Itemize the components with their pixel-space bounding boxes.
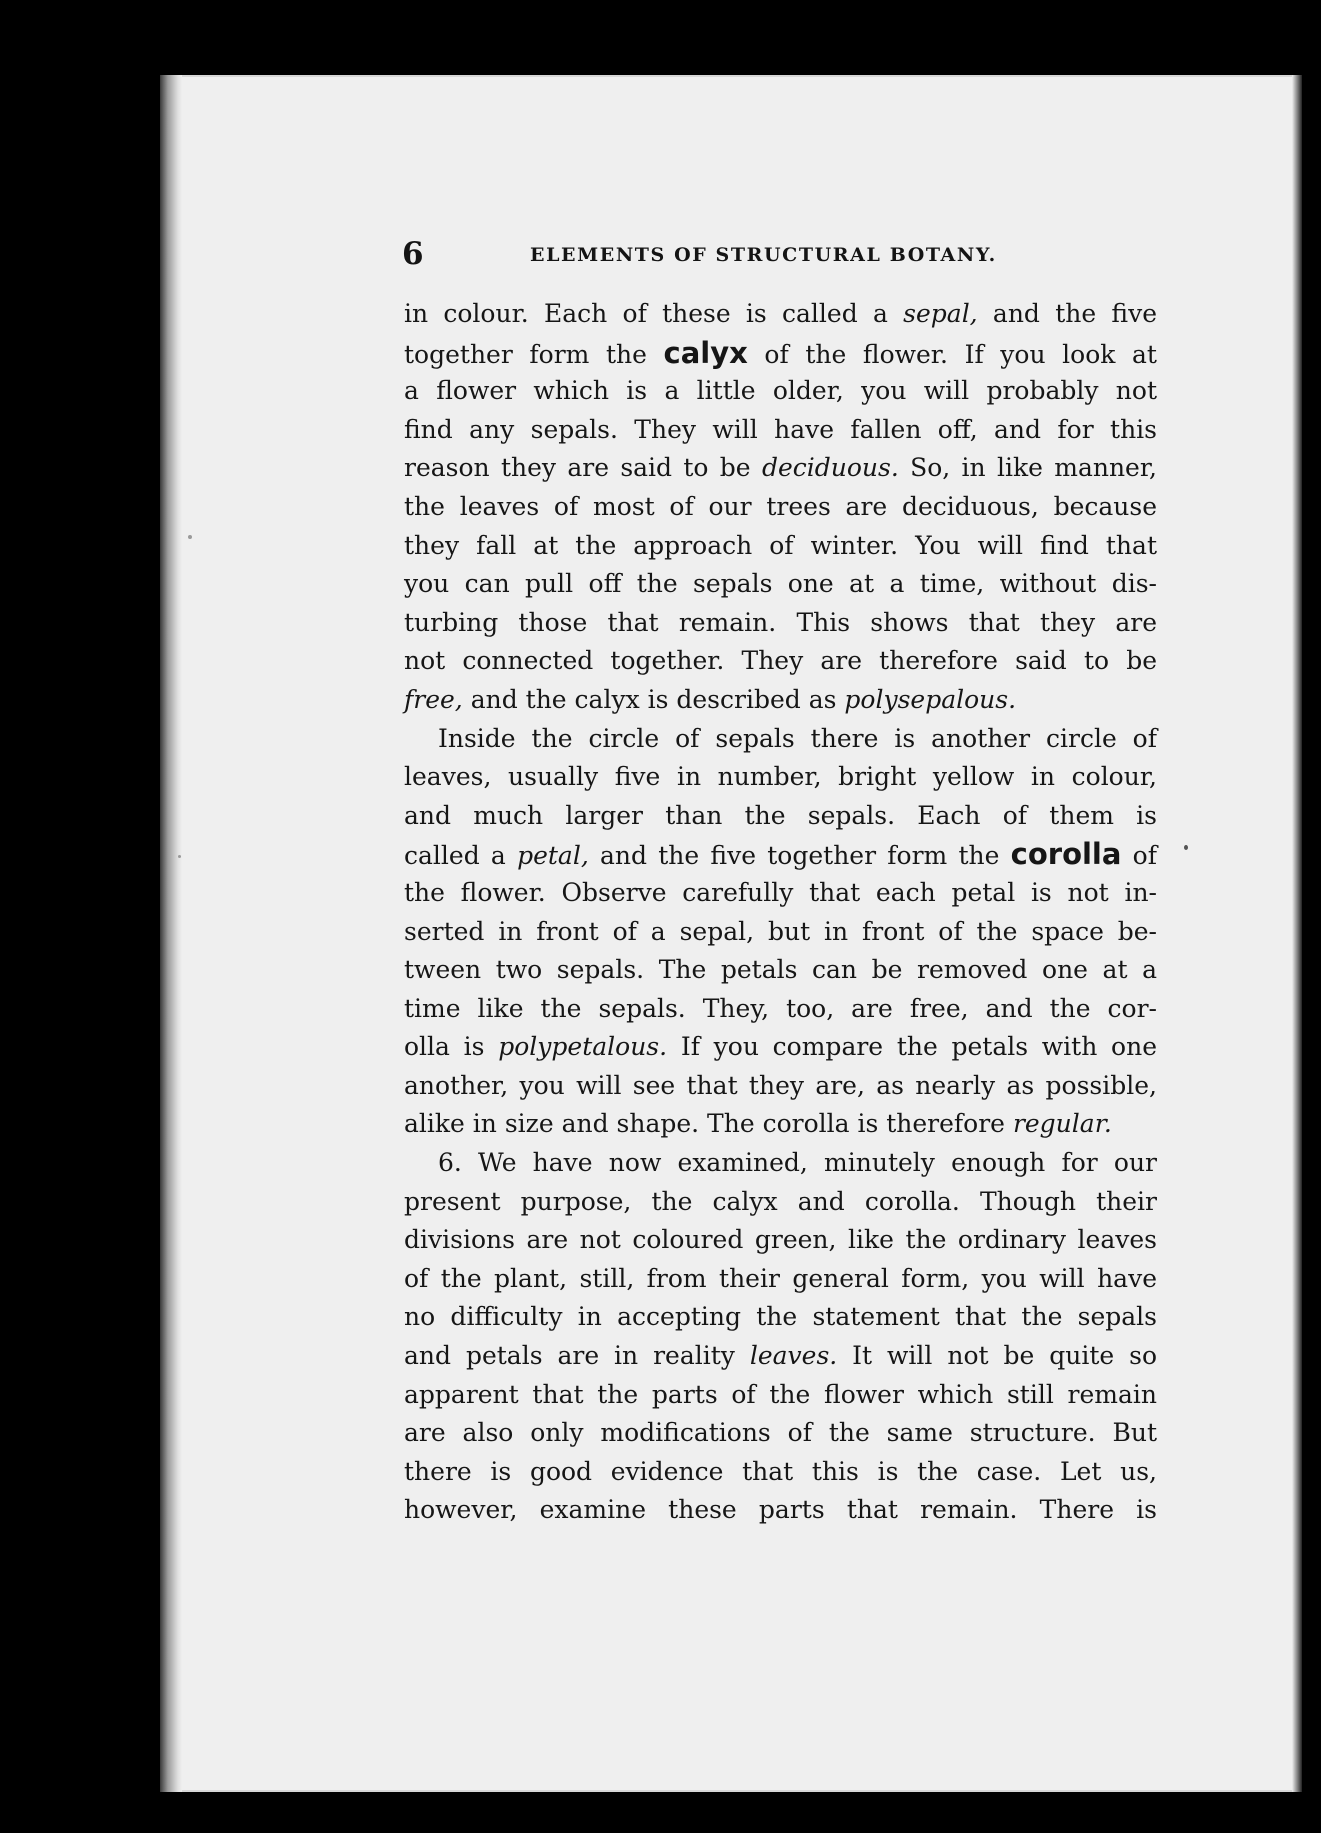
text-run: 6. We have now examined, minutely enough for our — [438, 1148, 1157, 1178]
text-run: and petals are in reality — [404, 1341, 750, 1371]
text-run: and the five — [977, 299, 1157, 328]
text-line — [404, 1260, 1157, 1299]
text-run: serted in front of a sepal, but in front of the space be- — [404, 916, 1157, 946]
text-line — [404, 720, 1157, 759]
text-run: however, examine these parts that remain. There is — [404, 1495, 1157, 1525]
italic-term: sepal, — [903, 299, 978, 328]
text-line — [404, 797, 1157, 836]
text-run: in colour. Each of these is called a — [404, 299, 904, 328]
text-line — [404, 1337, 1157, 1376]
text-line — [404, 1491, 1157, 1530]
text-run: of the plant, still, from their general form, you will have — [404, 1263, 1157, 1293]
text-line — [404, 758, 1157, 797]
paper-speck — [178, 855, 181, 858]
text-line — [404, 527, 1157, 566]
text-run: not connected together. They are therefore said to be — [404, 646, 1157, 676]
text-line — [404, 1105, 1157, 1144]
italic-term: polypetalous. — [498, 1032, 668, 1062]
text-run: and much larger than the sepals. Each of them is — [404, 800, 1157, 830]
text-run: there is good evidence that this is the case. Let us, — [404, 1456, 1157, 1486]
text-line — [404, 874, 1157, 913]
text-line — [404, 295, 1157, 334]
text-run: So, in like manner, — [898, 453, 1157, 483]
text-line — [404, 951, 1157, 990]
text-run: alike in size and shape. The corolla is therefore — [404, 1109, 1013, 1139]
page-number: 6 — [402, 236, 424, 272]
text-line — [404, 913, 1157, 952]
text-line — [404, 488, 1157, 527]
text-run: of the flower. If you look at — [747, 339, 1157, 369]
text-line — [404, 1453, 1157, 1492]
page-header — [402, 236, 1022, 276]
text-run: find any sepals. They will have fallen off, and for this — [404, 414, 1157, 444]
bold-term: corolla — [1010, 837, 1122, 872]
italic-term: deciduous. — [761, 453, 899, 483]
text-line — [404, 334, 1157, 373]
text-line — [404, 642, 1157, 681]
text-run: reason they are said to be — [404, 453, 762, 483]
text-line — [404, 1221, 1157, 1260]
body-text — [404, 295, 1157, 1530]
text-line — [404, 604, 1157, 643]
text-line — [404, 1376, 1157, 1415]
italic-term: free, — [404, 684, 463, 714]
text-run: called a — [404, 841, 518, 871]
text-line — [404, 1298, 1157, 1337]
text-line — [404, 372, 1157, 411]
text-run: time like the sepals. They, too, are free, and the cor- — [404, 993, 1157, 1023]
running-title: ELEMENTS OF STRUCTURAL BOTANY. — [530, 244, 997, 266]
italic-term: regular. — [1012, 1109, 1112, 1139]
text-run: tween two sepals. The petals can be removed one at a — [404, 955, 1157, 985]
italic-term: petal, — [517, 841, 589, 871]
text-run: olla is — [404, 1032, 499, 1062]
text-line — [404, 835, 1157, 874]
text-run: no difficulty in accepting the statement that the sepals — [404, 1302, 1157, 1332]
text-run: are also only modifications of the same structure. But — [404, 1418, 1157, 1448]
paper-speck — [188, 535, 192, 539]
text-run: the leaves of most of our trees are deciduous, because — [404, 491, 1157, 521]
text-line — [404, 1028, 1157, 1067]
text-run: and the calyx is described as — [462, 684, 845, 714]
text-run: they fall at the approach of winter. You will find that — [404, 530, 1157, 560]
paper-speck — [1184, 845, 1188, 850]
text-run: the flower. Observe carefully that each petal is not in- — [404, 877, 1157, 907]
text-run: together form the — [404, 339, 664, 369]
text-run: leaves, usually five in number, bright yellow in colour, — [404, 762, 1157, 792]
text-run: divisions are not coloured green, like the ordinary leaves — [404, 1225, 1157, 1255]
bold-term: calyx — [663, 335, 748, 370]
text-run: of — [1121, 841, 1157, 871]
text-line — [404, 1144, 1157, 1183]
text-run: If you compare the petals with one — [667, 1032, 1158, 1062]
text-run: It will not be quite so — [837, 1341, 1157, 1371]
italic-term: polysepalous. — [844, 684, 1017, 714]
text-line — [404, 681, 1157, 720]
text-run: present purpose, the calyx and corolla. Though their — [404, 1186, 1157, 1216]
text-run: a flower which is a little older, you will probably not — [404, 376, 1157, 406]
text-line — [404, 411, 1157, 450]
text-run: Inside the circle of sepals there is another circle of — [438, 723, 1157, 753]
text-line — [404, 1183, 1157, 1222]
italic-term: leaves. — [749, 1341, 838, 1371]
text-run: turbing those that remain. This shows that they are — [404, 607, 1157, 637]
text-run: another, you will see that they are, as nearly as possible, — [404, 1070, 1157, 1100]
text-line — [404, 565, 1157, 604]
text-line — [404, 990, 1157, 1029]
text-run: apparent that the parts of the flower which still remain — [404, 1379, 1157, 1409]
text-run: and the five together form the — [588, 841, 1011, 871]
text-line — [404, 1414, 1157, 1453]
text-line — [404, 449, 1157, 488]
text-line — [404, 1067, 1157, 1106]
text-run: you can pull off the sepals one at a time, without dis- — [404, 569, 1157, 599]
